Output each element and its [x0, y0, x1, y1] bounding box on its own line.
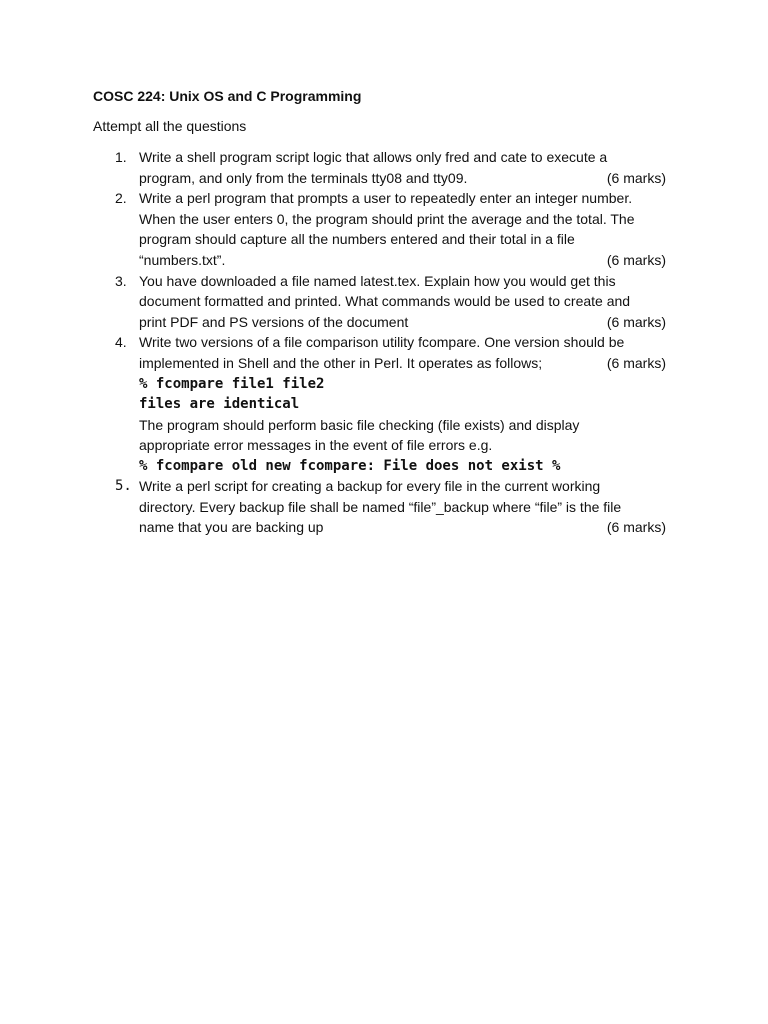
- question-list: [93, 147, 683, 538]
- question-1: [93, 147, 683, 188]
- question-number: 3.: [115, 272, 127, 289]
- question-text-line: When the user enters 0, the program should print the average and the total. The: [139, 210, 635, 227]
- question-number: 1.: [115, 149, 127, 165]
- question-last-line: [139, 168, 666, 189]
- question-last-line: [139, 517, 666, 538]
- code-example-line: % fcompare old new fcompare: File does not exist %: [139, 457, 561, 474]
- question-text-line: Write a shell program script logic that allows only fred and cate to execute a: [139, 149, 608, 165]
- question-text-line: The program should perform basic file checking (file exists) and display: [139, 416, 580, 433]
- question-number: 5.: [115, 478, 132, 495]
- question-number: 4.: [115, 334, 127, 351]
- marks-label: (6 marks): [606, 251, 666, 268]
- question-text-line: directory. Every backup file shall be named “file”_backup where “file” is the file: [139, 498, 622, 515]
- question-text-line: Write a perl script for creating a backup for every file in the current working: [139, 478, 601, 495]
- question-text-line: implemented in Shell and the other in Perl. It operates as follows;: [139, 354, 543, 371]
- question-text-line: Write a perl program that prompts a user to repeatedly enter an integer number.: [139, 190, 633, 207]
- question-number: 2.: [115, 190, 127, 207]
- question-text-line: “numbers.txt”.: [139, 251, 226, 268]
- marks-label: (6 marks): [606, 169, 666, 186]
- question-text-line: appropriate error messages in the event of file errors e.g.: [139, 437, 493, 454]
- code-example-line: files are identical: [139, 396, 300, 413]
- code-example-line: % fcompare file1 file2: [139, 375, 325, 392]
- question-text-line: You have downloaded a file named latest.tex. Explain how you would get this: [139, 272, 616, 289]
- question-last-line: [139, 312, 666, 333]
- question-4: [93, 332, 683, 476]
- question-2: [93, 188, 683, 270]
- exam-page: [93, 86, 683, 538]
- course-title: COSC 224: Unix OS and C Programming: [93, 88, 362, 104]
- question-3: [93, 271, 683, 333]
- instructions-text: Attempt all the questions: [93, 118, 247, 134]
- question-last-line: [139, 250, 666, 271]
- question-text-line: Write two versions of a file comparison utility fcompare. One version should be: [139, 334, 625, 351]
- question-text-line: program, and only from the terminals tty08 and tty09.: [139, 169, 468, 186]
- question-text-line: program should capture all the numbers entered and their total in a file: [139, 231, 575, 248]
- question-text-line: document formatted and printed. What commands would be used to create and: [139, 293, 631, 310]
- marks-label: (6 marks): [606, 354, 666, 371]
- question-text-line: print PDF and PS versions of the document: [139, 313, 409, 330]
- marks-label: (6 marks): [606, 313, 666, 330]
- question-last-line: [139, 353, 666, 374]
- question-text-line: name that you are backing up: [139, 519, 324, 536]
- question-5: [93, 476, 683, 538]
- marks-label: (6 marks): [606, 519, 666, 536]
